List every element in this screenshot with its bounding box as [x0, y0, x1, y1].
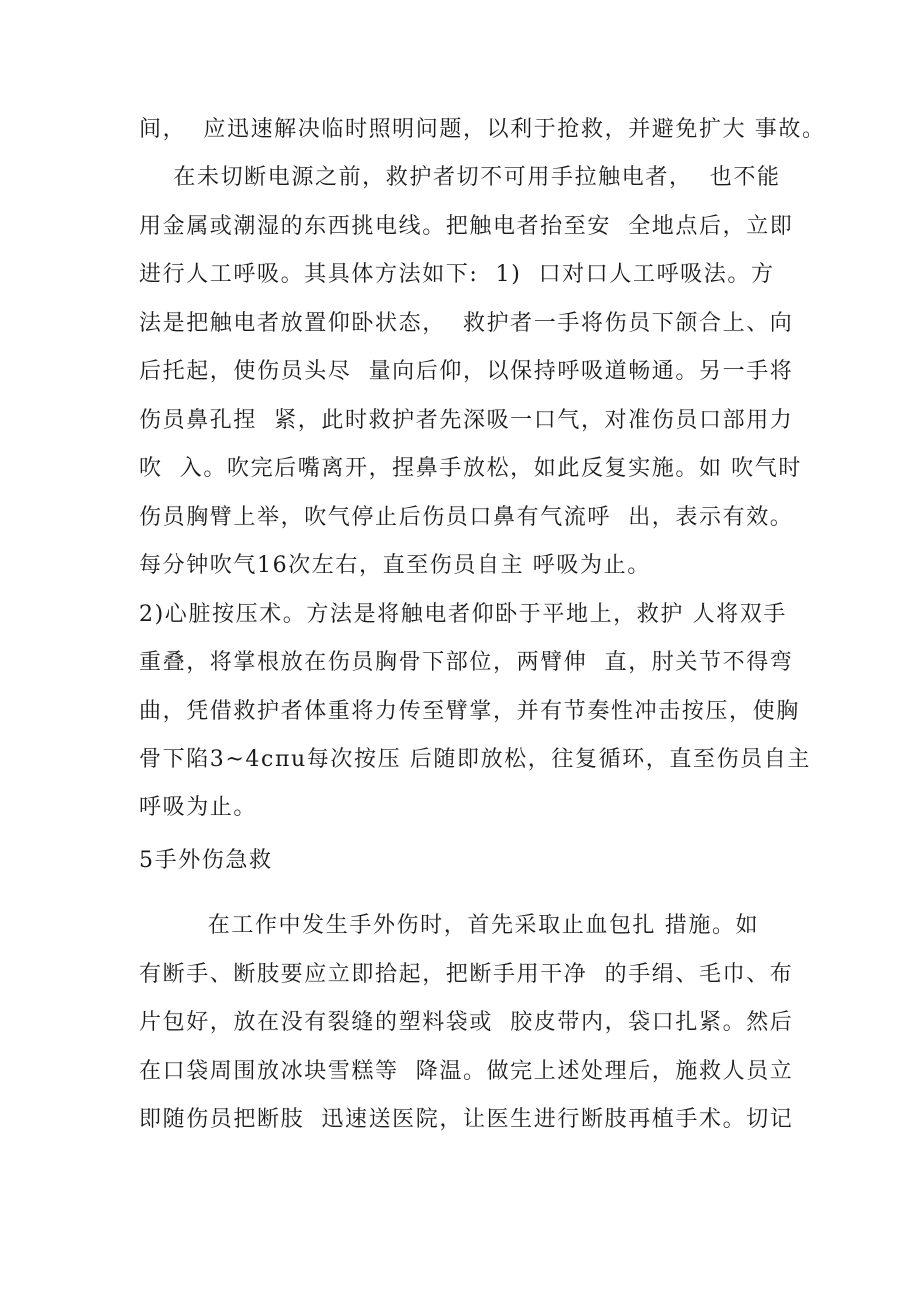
text-line: 在口袋周围放冰块雪糕等 降温。做完上述处理后，施救人员立: [139, 1059, 794, 1084]
text-line: 重叠，将掌根放在伤员胸骨下部位，两臂伸 直，肘关节不得弯: [139, 650, 794, 675]
text-line: 后托起，使伤员头尽 量向后仰，以保持呼吸道畅通。另一手将: [139, 359, 794, 384]
text-line: 有断手、断肢要应立即拾起，把断手用干净 的手绢、毛巾、布: [139, 962, 794, 987]
text-line: 每分钟吹气16次左右，直至伤员自主 呼吸为止。: [139, 553, 651, 578]
text-line: 呼吸为止。: [139, 795, 258, 820]
text-line: 在未切断电源之前，救护者切不可用手拉触电者， 也不能: [139, 165, 781, 190]
text-line: 骨下陷3~4cπu每次按压 后随即放松，往复循环，直至伤员自主: [139, 747, 811, 772]
text-line: 吹 入。吹完后嘴离开，捏鼻手放松，如此反复实施。如 吹气时: [139, 456, 802, 481]
text-line: 伤员鼻孔捏 紧，此时救护者先深吸一口气，对准伤员口部用力: [139, 408, 794, 433]
section-heading: 5手外伤急救: [139, 848, 273, 873]
text-line: 即随伤员把断肢 迅速送医院，让医生进行断肢再植手术。切记: [139, 1107, 794, 1132]
text-line: 伤员胸臂上举，吹气停止后伤员口鼻有气流呼 出，表示有效。: [139, 505, 794, 530]
text-line: 在工作中发生手外伤时，首先采取止血包扎 措施。如: [139, 913, 760, 938]
text-line: 用金属或潮湿的东西挑电线。把触电者抬至安 全地点后，立即: [139, 214, 794, 239]
text-line: 间， 应迅速解决临时照明问题，以利于抢救，并避免扩大 事故。: [139, 117, 826, 142]
text-line: 片包好，放在没有裂缝的塑料袋或 胶皮带内，袋口扎紧。然后: [139, 1010, 794, 1035]
text-line: 曲，凭借救护者体重将力传至臂掌，并有节奏性冲击按压，使胸: [139, 699, 800, 724]
text-line: 法是把触电者放置仰卧状态， 救护者一手将伤员下颌合上、向: [139, 311, 794, 336]
text-line: 进行人工呼吸。其具体方法如下: 1) 口对口人工呼吸法。方: [139, 262, 775, 287]
text-line: 2)心脏按压术。方法是将触电者仰卧于平地上，救护 人将双手: [139, 602, 787, 627]
